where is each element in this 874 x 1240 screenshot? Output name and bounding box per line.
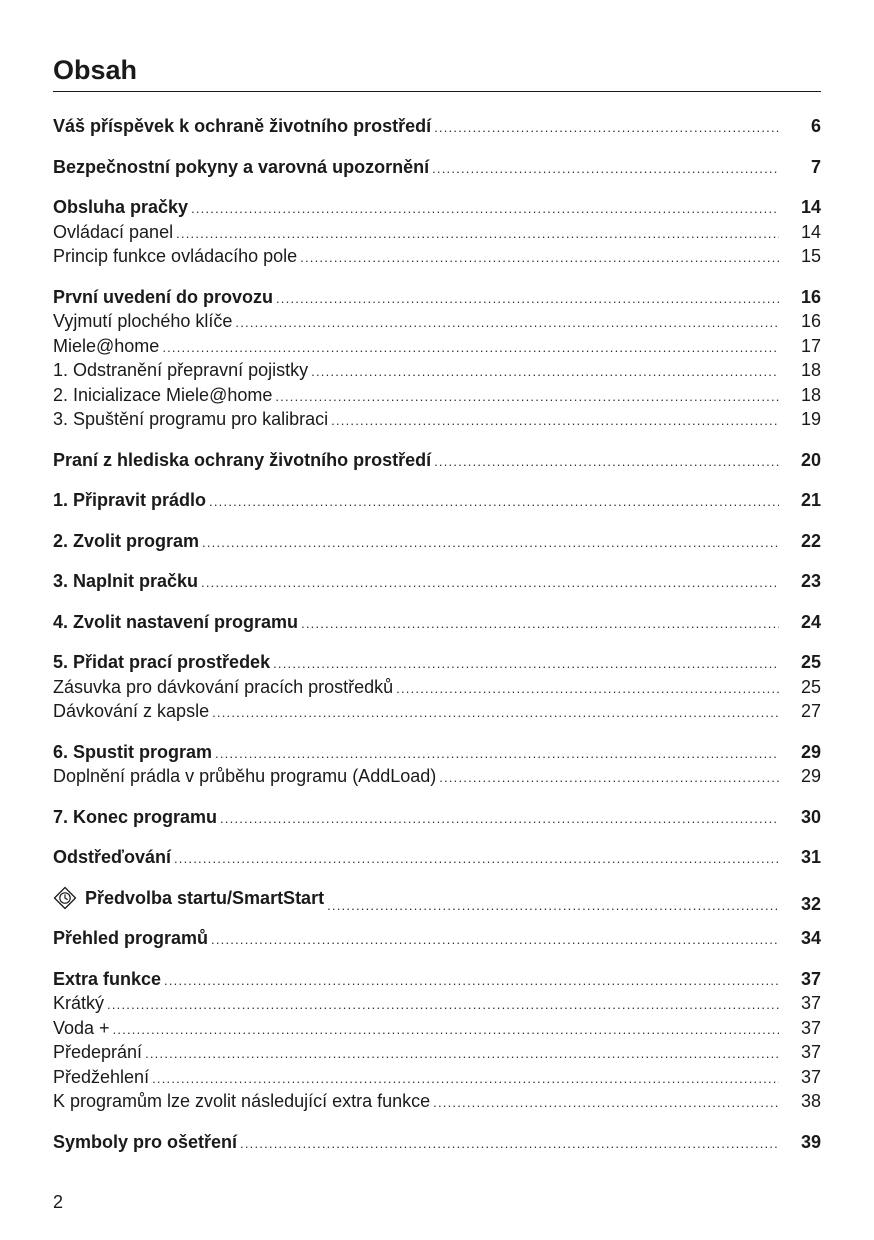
toc-entry-text: 1. Připravit prádlo — [53, 490, 207, 510]
toc-entry-label — [53, 1040, 145, 1065]
toc-section — [53, 845, 821, 870]
toc-dot-leader — [220, 807, 779, 832]
toc-subentry[interactable] — [53, 1065, 821, 1090]
toc-dot-leader — [215, 742, 779, 767]
toc-dot-leader — [201, 571, 779, 596]
toc-entry-page-number: 23 — [800, 571, 821, 591]
toc-chapter-entry[interactable] — [53, 1130, 821, 1155]
toc-entry-page-number: 15 — [800, 246, 821, 266]
toc-dot-leader — [275, 385, 779, 410]
toc-section — [53, 285, 821, 432]
toc-chapter-entry[interactable] — [53, 967, 821, 992]
toc-entry-page-number: 14 — [800, 197, 821, 217]
toc-entry-label — [53, 1089, 433, 1114]
toc-dot-leader — [191, 197, 779, 222]
toc-entry-text: Bezpečnostní pokyny a varovná upozornění — [53, 156, 430, 177]
toc-chapter-entry[interactable] — [53, 650, 821, 675]
toc-dot-leader — [439, 766, 779, 791]
toc-subentry[interactable] — [53, 309, 821, 334]
toc-entry-text: 3. Naplnit pračku — [53, 571, 199, 591]
toc-entry-label — [53, 383, 275, 408]
toc-entry-page-number: 34 — [800, 928, 821, 948]
toc-entry-text: Předžehlení — [53, 1066, 150, 1087]
toc-entry-label — [53, 220, 176, 245]
toc-entry-page-number: 38 — [800, 1091, 821, 1111]
toc-entry-text: 2. Zvolit program — [53, 530, 200, 551]
toc-entry-text: 2. Inicializace Miele@home — [53, 384, 273, 405]
toc-entry-label — [53, 1016, 113, 1041]
toc-subentry[interactable] — [53, 1040, 821, 1065]
toc-dot-leader — [202, 531, 779, 556]
toc-entry-text: Obsluha pračky — [53, 197, 189, 217]
toc-subentry[interactable] — [53, 407, 821, 432]
toc-dot-leader — [162, 336, 779, 361]
toc-section — [53, 967, 821, 1114]
toc-entry-label — [53, 991, 107, 1016]
toc-section — [53, 488, 821, 513]
toc-entry-text: Zásuvka pro dávkování pracích prostředků — [53, 676, 394, 697]
toc-subentry[interactable] — [53, 383, 821, 408]
toc-entry-text: Vyjmutí plochého klíče — [53, 311, 233, 331]
toc-entry-label — [53, 448, 434, 473]
toc-entry-text: Přehled programů — [53, 928, 209, 948]
toc-subentry[interactable] — [53, 991, 821, 1016]
toc-dot-leader — [331, 409, 779, 434]
toc-section — [53, 529, 821, 554]
toc-section — [53, 650, 821, 724]
toc-entry-page-number: 14 — [800, 221, 821, 242]
toc-section — [53, 740, 821, 789]
toc-subentry[interactable] — [53, 244, 821, 269]
toc-dot-leader — [176, 222, 779, 247]
toc-entry-page-number: 37 — [800, 993, 821, 1013]
toc-entry-text: Předvolba startu/SmartStart — [85, 887, 325, 908]
toc-entry-label — [53, 1130, 240, 1155]
toc-entry-text: Extra funkce — [53, 968, 162, 989]
toc-chapter-entry[interactable] — [53, 114, 821, 139]
toc-section — [53, 610, 821, 635]
toc-dot-leader — [396, 677, 779, 702]
toc-dot-leader — [107, 993, 779, 1018]
toc-chapter-entry[interactable] — [53, 285, 821, 310]
toc-entry-label — [53, 529, 202, 554]
toc-entry-page-number: 22 — [800, 530, 821, 551]
toc-dot-leader — [174, 847, 779, 872]
toc-entry-label — [53, 195, 191, 220]
toc-chapter-entry[interactable] — [53, 569, 821, 594]
toc-entry-page-number: 29 — [800, 741, 821, 762]
toc-entry-label — [53, 358, 311, 383]
toc-entry-text: Předeprání — [53, 1042, 143, 1062]
toc-entry-page-number: 25 — [800, 652, 821, 672]
toc-chapter-entry[interactable] — [53, 805, 821, 830]
toc-dot-leader — [432, 157, 779, 182]
toc-dot-leader — [327, 894, 779, 919]
toc-section — [53, 155, 821, 180]
toc-entry-label — [53, 886, 327, 911]
toc-subentry[interactable] — [53, 334, 821, 359]
document-page — [53, 52, 821, 1170]
toc-entry-page-number: 39 — [800, 1131, 821, 1152]
toc-entry-label — [53, 114, 434, 139]
toc-entry-text: 5. Přidat prací prostředek — [53, 652, 271, 672]
toc-section — [53, 926, 821, 951]
toc-entry-text: První uvedení do provozu — [53, 286, 274, 307]
toc-dot-leader — [152, 1067, 779, 1092]
toc-section — [53, 805, 821, 830]
toc-subentry[interactable] — [53, 220, 821, 245]
toc-entry-text: Princip funkce ovládacího pole — [53, 246, 298, 266]
toc-chapter-entry[interactable] — [53, 610, 821, 635]
toc-entry-text: Ovládací panel — [53, 221, 174, 242]
toc-chapter-entry[interactable] — [53, 845, 821, 870]
toc-entry-page-number: 37 — [800, 1042, 821, 1062]
toc-dot-leader — [209, 490, 779, 515]
toc-entry-page-number: 17 — [800, 335, 821, 356]
toc-entry-label — [53, 334, 162, 359]
toc-entry-label — [53, 845, 174, 870]
toc-entry-page-number: 25 — [800, 676, 821, 697]
toc-entry-text: 6. Spustit program — [53, 741, 213, 762]
toc-subentry[interactable] — [53, 764, 821, 789]
toc-entry-page-number: 37 — [800, 968, 821, 989]
toc-entry-text: 4. Zvolit nastavení programu — [53, 611, 299, 632]
toc-entry-text: Krátký — [53, 993, 105, 1013]
toc-dot-leader — [433, 1091, 779, 1116]
toc-entry-label — [53, 244, 300, 269]
toc-entry-page-number: 6 — [810, 116, 821, 136]
toc-entry-label — [53, 488, 209, 513]
toc-entry-page-number: 31 — [800, 847, 821, 867]
toc-entry-text: K programům lze zvolit následující extra funkce — [53, 1091, 431, 1111]
toc-entry-page-number: 18 — [800, 360, 821, 380]
toc-subentry[interactable] — [53, 699, 821, 724]
toc-entry-page-number: 30 — [800, 806, 821, 827]
toc-dot-leader — [434, 450, 779, 475]
toc-entry-page-number: 29 — [800, 766, 821, 786]
toc-entry-page-number: 27 — [800, 701, 821, 721]
toc-entry-page-number: 7 — [810, 156, 821, 177]
toc-dot-leader — [276, 287, 779, 312]
toc-entry-page-number: 16 — [800, 286, 821, 307]
toc-subentry[interactable] — [53, 675, 821, 700]
toc-entry-text: Odstřeďování — [53, 847, 171, 867]
toc-entry-page-number: 19 — [800, 409, 821, 429]
toc-entry-label — [53, 309, 235, 334]
toc-section — [53, 886, 821, 914]
toc-section — [53, 114, 821, 139]
toc-entry-label — [53, 926, 211, 951]
toc-chapter-entry[interactable] — [53, 529, 821, 554]
toc-entry-label — [53, 1065, 152, 1090]
toc-entry-page-number: 24 — [800, 611, 821, 632]
toc-chapter-entry[interactable] — [53, 926, 821, 951]
toc-section — [53, 195, 821, 269]
toc-dot-leader — [145, 1042, 779, 1067]
toc-entry-label — [53, 407, 331, 432]
toc-entry-text: Symboly pro ošetření — [53, 1131, 238, 1152]
toc-entry-text: 3. Spuštění programu pro kalibraci — [53, 409, 329, 429]
page-title: Obsah — [53, 52, 821, 92]
toc-entry-page-number: 37 — [800, 1017, 821, 1038]
toc-entry-label — [53, 285, 276, 310]
toc-entry-page-number: 32 — [800, 893, 821, 914]
toc-entry-text: 1. Odstranění přepravní pojistky — [53, 360, 309, 380]
toc-entry-text: Dávkování z kapsle — [53, 701, 210, 721]
toc-chapter-entry[interactable] — [53, 195, 821, 220]
toc-entry-label — [53, 805, 220, 830]
toc-dot-leader — [113, 1018, 779, 1043]
toc-section — [53, 448, 821, 473]
toc-dot-leader — [273, 652, 779, 677]
toc-subentry[interactable] — [53, 358, 821, 383]
toc-entry-label — [53, 967, 164, 992]
toc-chapter-entry[interactable] — [53, 448, 821, 473]
toc-dot-leader — [212, 701, 779, 726]
toc-entry-text: 7. Konec programu — [53, 806, 218, 827]
toc-dot-leader — [301, 612, 779, 637]
toc-entry-text: Voda + — [53, 1017, 110, 1038]
toc-entry-label — [53, 650, 273, 675]
toc-entry-label — [53, 764, 439, 789]
toc-chapter-entry[interactable] — [53, 740, 821, 765]
toc-chapter-entry[interactable] — [53, 488, 821, 513]
toc-entry-page-number: 21 — [800, 490, 821, 510]
toc-subentry[interactable] — [53, 1016, 821, 1041]
toc-dot-leader — [300, 246, 779, 271]
toc-entry-label — [53, 155, 432, 180]
delay-start-clock-icon — [53, 886, 77, 910]
toc-section — [53, 1130, 821, 1155]
toc-entry-text: Doplnění prádla v průběhu programu (AddLoad) — [53, 766, 437, 786]
toc-entry-page-number: 20 — [800, 449, 821, 470]
toc-entry-label — [53, 569, 201, 594]
page-number: 2 — [53, 1192, 64, 1212]
toc-dot-leader — [434, 116, 779, 141]
toc-entry-text: Váš příspěvek k ochraně životního prostředí — [53, 116, 432, 136]
table-of-contents — [53, 114, 821, 1154]
toc-dot-leader — [235, 311, 779, 336]
toc-entry-label — [53, 699, 212, 724]
toc-entry-label — [53, 610, 301, 635]
toc-dot-leader — [211, 928, 779, 953]
toc-entry-label — [53, 740, 215, 765]
toc-entry-page-number: 16 — [800, 311, 821, 331]
toc-chapter-entry[interactable] — [53, 886, 821, 914]
toc-entry-page-number: 18 — [800, 384, 821, 405]
toc-subentry[interactable] — [53, 1089, 821, 1114]
toc-chapter-entry[interactable] — [53, 155, 821, 180]
toc-dot-leader — [311, 360, 779, 385]
toc-entry-text: Miele@home — [53, 335, 160, 356]
toc-entry-label — [53, 675, 396, 700]
toc-dot-leader — [164, 969, 779, 994]
toc-entry-text: Praní z hlediska ochrany životního prostředí — [53, 449, 432, 470]
toc-section — [53, 569, 821, 594]
toc-dot-leader — [240, 1132, 779, 1157]
toc-entry-page-number: 37 — [800, 1066, 821, 1087]
